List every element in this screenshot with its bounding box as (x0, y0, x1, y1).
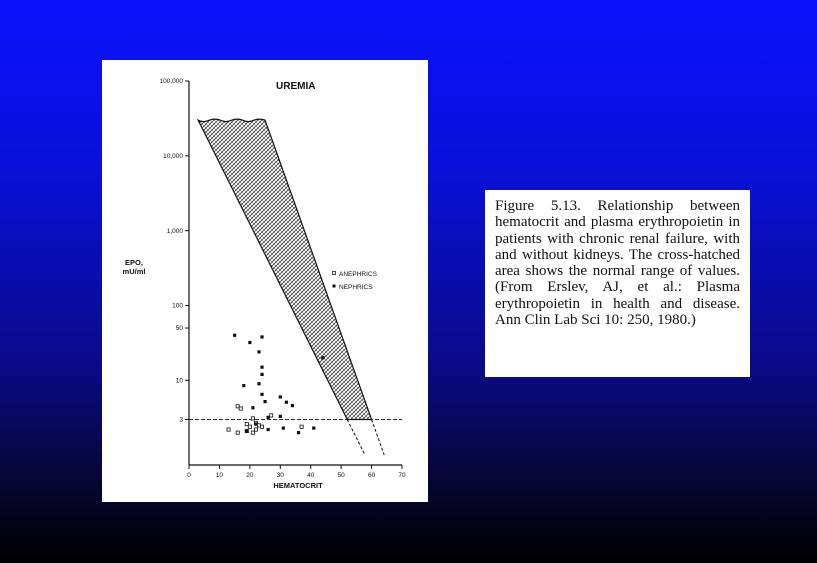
data-point-nephrics (263, 400, 266, 403)
data-point-nephrics (257, 382, 260, 385)
data-point-anephrics (251, 417, 254, 420)
data-point-nephrics (321, 356, 324, 359)
data-point-anephrics (227, 428, 230, 431)
data-point-nephrics (285, 401, 288, 404)
legend-marker-nephrics (333, 285, 336, 288)
data-point-nephrics (242, 384, 245, 387)
x-tick-label: 0 (187, 472, 191, 479)
data-point-anephrics (300, 425, 303, 428)
legend-marker-anephrics (333, 272, 336, 275)
y-tick-label: 100 (172, 302, 183, 310)
figure-caption-box (485, 190, 750, 377)
data-point-nephrics (248, 341, 251, 344)
chart-title: UREMIA (276, 81, 316, 92)
data-point-nephrics (267, 416, 270, 419)
data-point-nephrics (260, 335, 263, 338)
x-axis-label: HEMATOCRIT (273, 481, 323, 490)
data-point-nephrics (312, 427, 315, 430)
data-point-nephrics (257, 350, 260, 353)
data-point-anephrics (248, 425, 251, 428)
data-point-anephrics (270, 414, 273, 417)
normal-range-lower-extension (372, 419, 385, 455)
data-point-nephrics (297, 431, 300, 434)
data-point-nephrics (260, 373, 263, 376)
x-tick-label: 40 (307, 472, 315, 479)
data-point-nephrics (245, 429, 248, 432)
data-point-nephrics (282, 427, 285, 430)
data-point-anephrics (254, 428, 257, 431)
data-point-nephrics (291, 404, 294, 407)
x-tick-label: 30 (276, 472, 284, 479)
data-point-anephrics (236, 431, 239, 434)
y-tick-label: 1,000 (166, 227, 183, 235)
y-tick-label: 3 (179, 416, 183, 424)
normal-range-upper-extension (347, 419, 365, 455)
legend (333, 271, 378, 291)
data-point-nephrics (267, 428, 270, 431)
x-tick-label: 70 (398, 472, 406, 479)
data-point-nephrics (260, 366, 263, 369)
y-tick-label: 50 (175, 325, 183, 333)
data-point-nephrics (233, 334, 236, 337)
x-tick-label: 60 (367, 472, 376, 479)
x-tick-label: 10 (215, 472, 224, 479)
data-point-anephrics (239, 407, 242, 410)
legend-label-nephrics: NEPHRICS (339, 284, 373, 291)
legend-label-anephrics: ANEPHRICS (339, 271, 377, 278)
y-axis-label-line1: EPO, (125, 258, 143, 267)
y-tick-label: 10,000 (163, 153, 183, 161)
data-point-nephrics (260, 393, 263, 396)
y-tick-label: 100,000 (159, 78, 183, 86)
figure-caption: Figure 5.13. Relationship between hematocrit and plasma erythropoietin in patients with chronic renal failure, with and without kidneys. The cross-hatched area shows the normal range of values. (From Erslev, AJ, et al.: Plasma erythropoietin in health and disease. Ann Clin Lab Sci 10: 250, 1980.) (495, 198, 740, 329)
data-point-anephrics (260, 425, 263, 428)
y-tick-label: 10 (175, 377, 183, 385)
figure-panel (102, 60, 428, 502)
x-tick-label: 50 (337, 472, 345, 479)
x-tick-label: 20 (246, 472, 254, 479)
data-point-nephrics (251, 406, 254, 409)
y-axis-label-line2: mU/ml (122, 267, 146, 276)
data-point-nephrics (254, 423, 257, 426)
normal-range-band (198, 119, 371, 419)
data-point-nephrics (279, 415, 282, 418)
data-point-nephrics (279, 395, 282, 398)
epo-hematocrit-chart (102, 60, 428, 502)
